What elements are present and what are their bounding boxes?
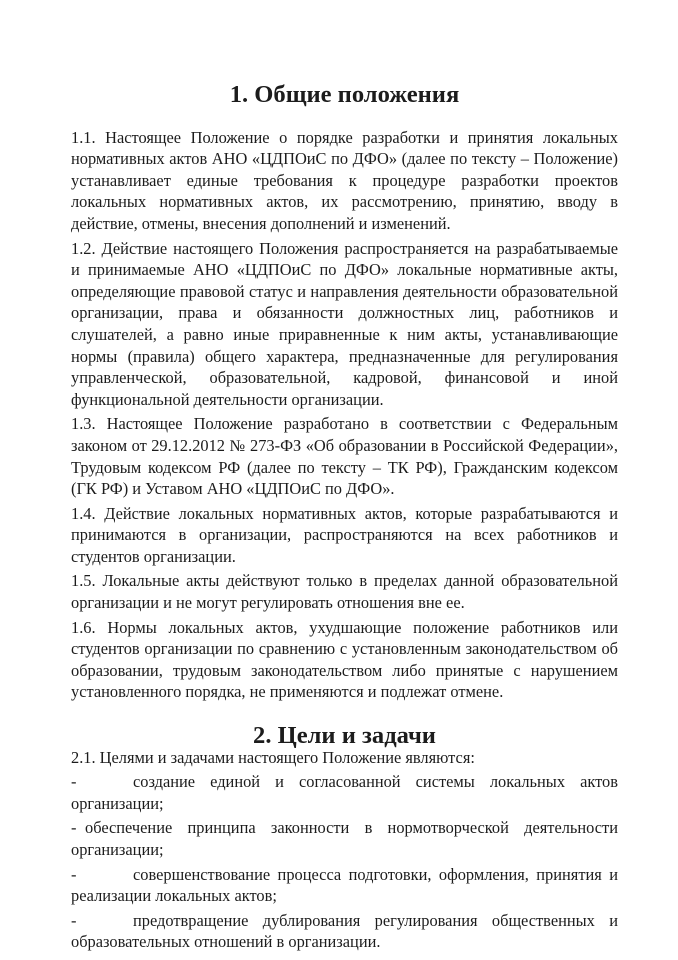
list-item xyxy=(71,864,618,907)
list-item xyxy=(71,910,618,953)
paragraph-1-4: 1.4. Действие локальных нормативных актов, которые разрабатываются и принимаются в организации, распространяются на всех работников и студентов организации. xyxy=(71,503,618,566)
list-item-text: предотвращение дублирования регулирования общественных и образовательных отношений в организации. xyxy=(71,910,618,952)
list-item-text: создание единой и согласованной системы локальных актов организации; xyxy=(71,772,618,813)
paragraph-1-2: 1.2. Действие настоящего Положения распространяется на разрабатываемые и принимаемые АНО «ЦДПОиС по ДФО» локальные нормативные акты, определяющие правовой статус и направления деятельности образовательной организации, права и обязанности должностных лиц, работников и слушателей, а равно иные приравненные к ним акты, устанавливающие нормы (правила) общего характера, предназначенные для регулирования управленческой, образовательной, кадровой, финансовой и иной функциональной деятельности организации. xyxy=(71,238,618,409)
paragraph-1-3: 1.3. Настоящее Положение разработано в соответствии с Федеральным законом от 29.12.2012 № 273-ФЗ «Об образовании в Российской Федерации», Трудовым кодексом РФ (далее по тексту – ТК РФ), Гражданским кодексом (ГК РФ) и Уставом АНО «ЦДПОиС по ДФО». xyxy=(71,414,618,499)
list-item xyxy=(71,817,618,860)
paragraph-1-5: 1.5. Локальные акты действуют только в пределах данной образовательной организации и не могут регулировать отношения вне ее. xyxy=(71,571,618,613)
paragraph-2-1: 2.1. Целями и задачами настоящего Положение являются: xyxy=(71,747,475,767)
list-item-text: обеспечение принципа законности в нормотворческой деятельности организации; xyxy=(71,818,618,859)
list-item-text: совершенствование процесса подготовки, оформления, принятия и реализации локальных актов; xyxy=(71,864,618,906)
section-heading-general-provisions: 1. Общие положения xyxy=(229,81,460,108)
paragraph-1-6: 1.6. Нормы локальных актов, ухудшающие положение работников или студентов организации по сравнению с установленным законодательством об образовании, трудовым законодательством либо принятые с нарушением установленного порядка, не применяются и подлежат отмене. xyxy=(71,617,618,702)
bullet-dash: - xyxy=(71,818,77,838)
paragraph-1-1: 1.1. Настоящее Положение о порядке разработки и принятия локальных нормативных актов АНО «ЦДПОиС по ДФО» (далее по тексту – Положение) устанавливает единые требования к процедуре разработки проектов локальных нормативных актов, их рассмотрению, принятию, вводу в действие, отмены, внесения дополнений и изменений. xyxy=(71,127,618,233)
list-item xyxy=(71,771,618,814)
section-heading-goals-and-tasks: 2. Цели и задачи xyxy=(253,722,436,750)
bullet-dash: - xyxy=(71,772,77,792)
document-page xyxy=(71,81,618,953)
bullet-dash: - xyxy=(71,910,77,930)
bullet-dash: - xyxy=(71,864,77,884)
